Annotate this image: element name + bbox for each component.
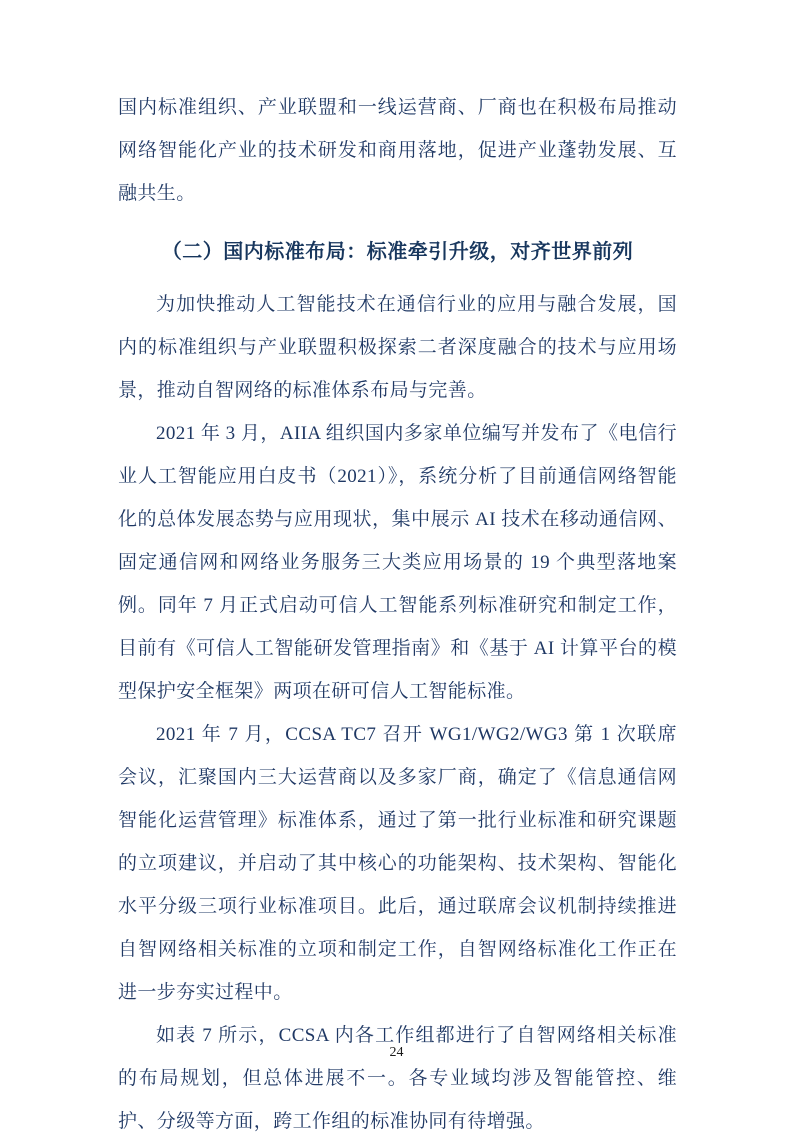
body-paragraph: 为加快推动人工智能技术在通信行业的应用与融合发展，国内的标准组织与产业联盟积极探索二者深度融合的技术与应用场景，推动自智网络的标准体系布局与完善。	[118, 294, 677, 401]
body-paragraph: 2021 年 3 月，AIIA 组织国内多家单位编写并发布了《电信行业人工智能应用白皮书（2021）》，系统分析了目前通信网络智能化的总体发展态势与应用现状，集中展示 AI 技术在移动通信网、固定通信网和网络业务服务三大类应用场景的 19 个典型落地案例。同年 7 月正式启动可信人工智能系列标准研究和制定工作，目前有《可信人工智能研发管理指南》和《基于 AI 计算平台的模型保护安全框架》两项在研可信人工智能标准。	[118, 423, 677, 702]
body-paragraph: 如表 7 所示，CCSA 内各工作组都进行了自智网络相关标准的布局规划，但总体进展不一。各专业域均涉及智能管控、维护、分级等方面，跨工作组的标准协同有待增强。	[118, 1025, 677, 1132]
body-paragraph: 2021 年 7 月，CCSA TC7 召开 WG1/WG2/WG3 第 1 次联席会议，汇聚国内三大运营商以及多家厂商，确定了《信息通信网智能化运营管理》标准体系，通过了第一批行业标准和研究课题的立项建议，并启动了其中核心的功能架构、技术架构、智能化水平分级三项行业标准项目。此后，通过联席会议机制持续推进自智网络相关标准的立项和制定工作，自智网络标准化工作正在进一步夯实过程中。	[118, 724, 677, 1003]
page-content	[118, 86, 677, 1143]
section-heading: （二）国内标准布局：标准牵引升级，对齐世界前列	[161, 241, 634, 263]
page-number: 24	[389, 1045, 404, 1060]
intro-paragraph: 国内标准组织、产业联盟和一线运营商、厂商也在积极布局推动网络智能化产业的技术研发和商用落地，促进产业蓬勃发展、互融共生。	[118, 97, 677, 204]
